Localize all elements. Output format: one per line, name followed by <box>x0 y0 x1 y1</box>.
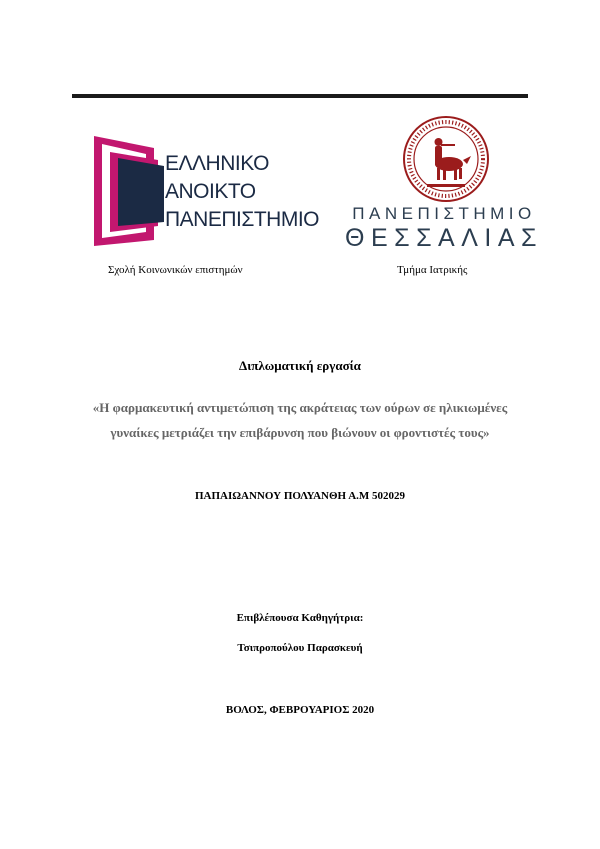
school-name: Σχολή Κοινωνικών επιστημών <box>108 264 243 276</box>
thesis-title-line-2: γυναίκες μετριάζει την επιβάρυνση που βιώνουν οι φροντιστές τους» <box>110 425 490 440</box>
thesis-title-line-1: «Η φαρμακευτική αντιμετώπιση της ακράτειας των ούρων σε ηλικιωμένες <box>92 400 508 415</box>
top-rule <box>72 94 528 98</box>
thesis-title <box>60 395 540 445</box>
uth-logo-text <box>344 204 544 252</box>
department-name: Τμήμα Ιατρικής <box>397 264 468 276</box>
uth-seal-icon <box>401 114 491 204</box>
eap-line-1: ΕΛΛΗΝΙΚΟ <box>165 152 269 175</box>
eap-logo-text <box>165 150 319 234</box>
author: ΠΑΠΑΙΩΑΝΝΟΥ ΠΟΛΥΑΝΘΗ Α.Μ 502029 <box>194 490 406 502</box>
eap-line-3: ΠΑΝΕΠΙΣΤΗΜΙΟ <box>165 208 319 231</box>
thesis-type: Διπλωματική εργασία <box>239 358 361 373</box>
place-date: ΒΟΛΟΣ, ΦΕΒΡΟΥΑΡΙΟΣ 2020 <box>225 704 375 716</box>
uth-line-1: ΠΑΝΕΠΙΣΤΗΜΙΟ <box>352 204 536 223</box>
supervisor-name: Τσιπροπούλου Παρασκευή <box>237 642 363 654</box>
supervisor-label: Επιβλέπουσα Καθηγήτρια: <box>236 612 364 624</box>
eap-line-2: ΑΝΟΙΚΤΟ <box>165 180 256 203</box>
uth-line-2: ΘΕΣΣΑΛΙΑΣ <box>345 224 543 252</box>
